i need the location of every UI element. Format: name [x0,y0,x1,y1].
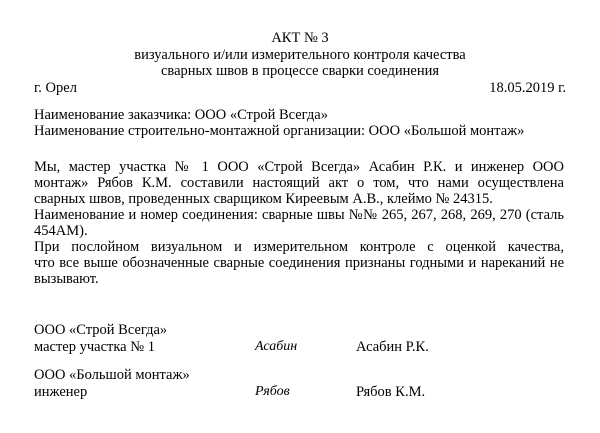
paragraph-inspection-line-2: монтаж» Рябов К.М. составили настоящий акт о том, что нами осуществлена [34,175,564,191]
handwritten-signature-1: Асабин [255,339,298,354]
paragraph-conclusion [34,239,564,287]
paragraph-joint [34,207,564,239]
paragraph-inspection [34,159,564,207]
date: 18.05.2019 г. [489,80,566,96]
customer-name: Наименование заказчика: ООО «Строй Всегда» [34,107,328,123]
signatory-name-2: Рябов К.М. [356,384,426,400]
act-subtitle-line-2: сварных швов в процессе сварки соединения [160,63,440,79]
signature-org-1: ООО «Строй Всегда» [34,322,168,338]
paragraph-conclusion-line-2: что все выше обозначенные сварные соединения признаны годными и нареканий не [34,255,564,271]
paragraph-inspection-line-1: Мы, мастер участка № 1 ООО «Строй Всегда» Асабин Р.К. и инженер ООО [34,159,564,175]
signature-org-2: ООО «Большой монтаж» [34,367,190,383]
signatory-name-1: Асабин Р.К. [356,339,429,355]
paragraph-joint-line-1: Наименование и номер соединения: сварные швы №№ 265, 267, 268, 269, 270 (сталь [34,207,564,223]
act-title: АКТ № 3 [271,30,329,46]
paragraph-inspection-line-3: сварных швов, проведенных сварщиком Киреевым А.В., клеймо № 24315. [34,191,493,207]
act-subtitle-line-1: визуального и/или измерительного контроля качества [134,47,466,63]
signature-role-2: инженер [34,384,88,400]
paragraph-conclusion-line-1: При послойном визуальном и измерительном контроле с оценкой качества, [34,239,564,255]
handwritten-signature-2: Рябов [255,384,290,399]
contractor-name: Наименование строительно-монтажной организации: ООО «Большой монтаж» [34,123,525,139]
city: г. Орел [34,80,77,96]
paragraph-conclusion-line-3: вызывают. [34,271,99,287]
signature-role-1: мастер участка № 1 [34,339,155,355]
paragraph-joint-line-2: 454АМ). [34,223,88,239]
